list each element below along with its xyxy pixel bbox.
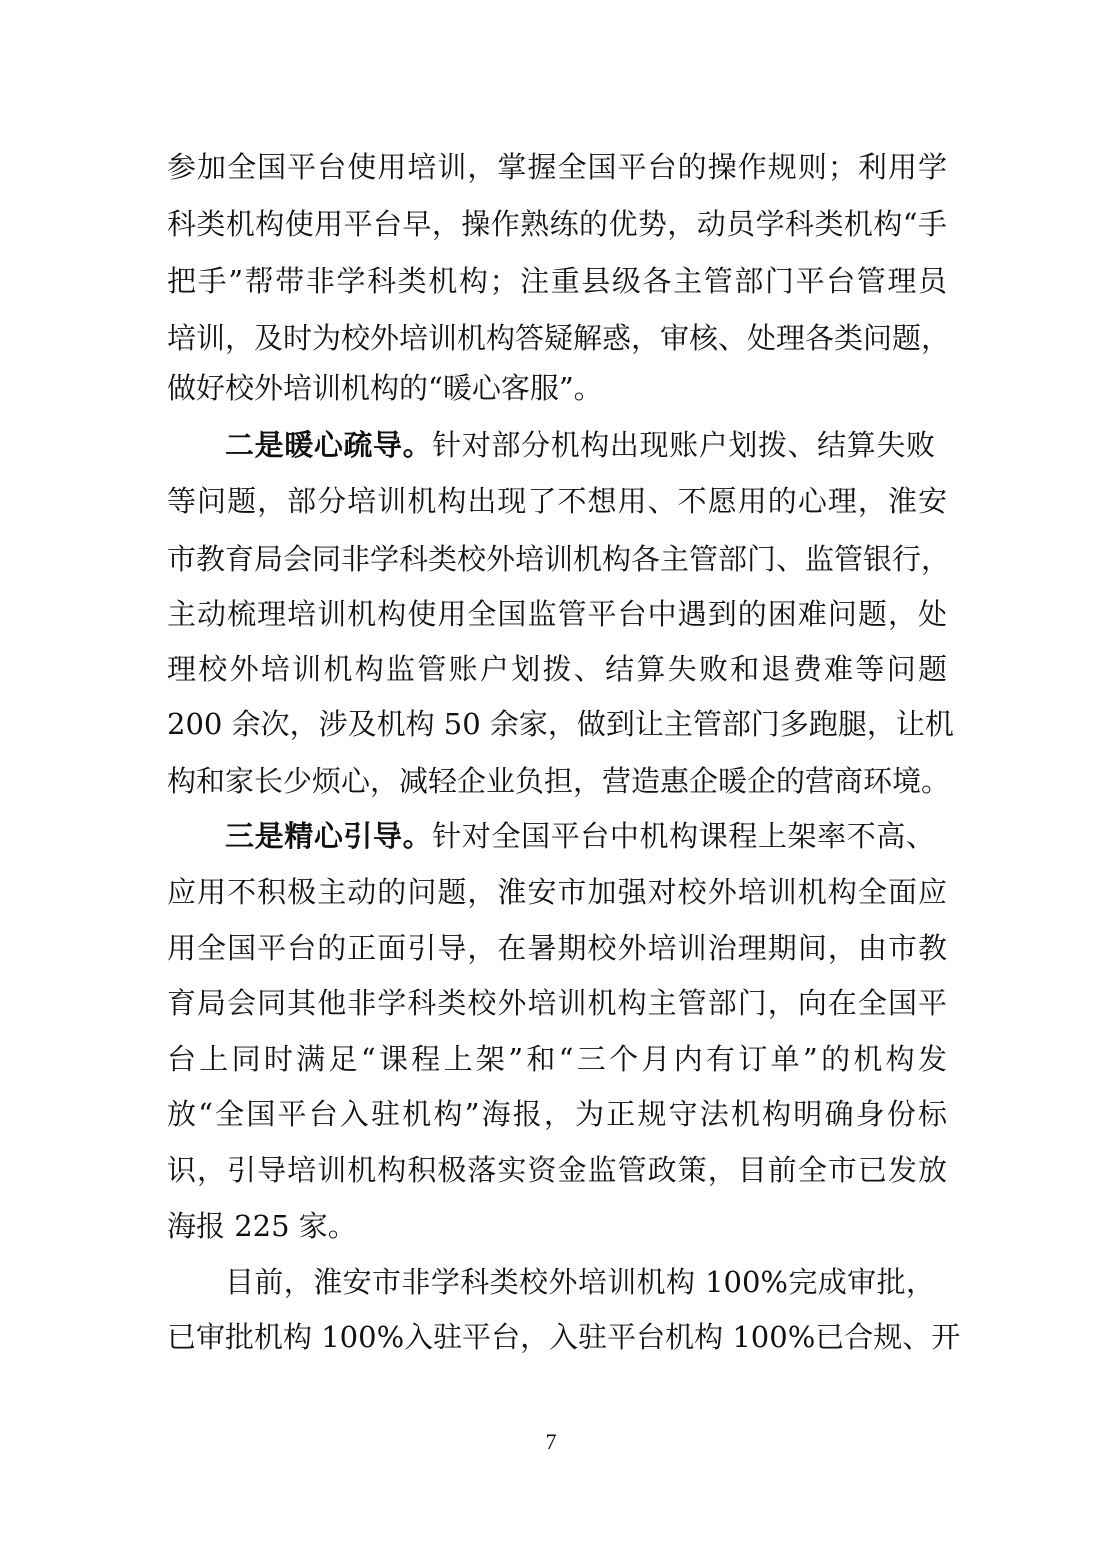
paragraph-text: 针对全国平台中机构课程上架率不高、 — [432, 819, 935, 853]
paragraph-lead: 二是暖心疏导。 — [225, 428, 433, 462]
paragraph-first-line: 目前，淮安市非学科类校外培训机构 100%完成审批， — [225, 1265, 935, 1299]
paragraph-line: 构和家长少烦心，减轻企业负担，营造惠企暖企的营商环境。 — [167, 764, 951, 798]
page-number: 7 — [545, 1429, 557, 1454]
paragraph-line: 台上同时满足“课程上架”和“三个月内有订单”的机构发 — [167, 1042, 947, 1076]
paragraph-first-line — [225, 816, 935, 856]
paragraph-line: 用全国平台的正面引导，在暑期校外培训治理期间，由市教 — [167, 931, 947, 965]
paragraph-first-line — [225, 425, 935, 465]
paragraph-text: 针对部分机构出现账户划拨、结算失败 — [432, 428, 935, 462]
paragraph-line: 识，引导培训机构积极落实资金监管政策，目前全市已发放 — [167, 1153, 947, 1187]
paragraph-line: 把手”帮带非学科类机构；注重县级各主管部门平台管理员 — [167, 264, 947, 298]
paragraph-line: 海报 225 家。 — [167, 1209, 357, 1243]
paragraph-line: 理校外培训机构监管账户划拨、结算失败和退费难等问题 — [167, 652, 947, 686]
paragraph-line: 科类机构使用平台早，操作熟练的优势，动员学科类机构“手 — [167, 207, 947, 241]
paragraph-line: 主动梳理培训机构使用全国监管平台中遇到的困难问题，处 — [167, 597, 947, 631]
paragraph-lead: 三是精心引导。 — [225, 819, 433, 853]
paragraph-line: 应用不积极主动的问题，淮安市加强对校外培训机构全面应 — [167, 875, 947, 909]
paragraph-line: 放“全国平台入驻机构”海报，为正规守法机构明确身份标 — [167, 1097, 947, 1131]
paragraph-line: 培训，及时为校外培训机构答疑解惑，审核、处理各类问题， — [167, 321, 951, 355]
paragraph-line: 市教育局会同非学科类校外培训机构各主管部门、监管银行， — [167, 542, 951, 576]
paragraph-line: 育局会同其他非学科类校外培训机构主管部门，向在全国平 — [167, 986, 947, 1020]
paragraph-line: 200 余次，涉及机构 50 余家，做到让主管部门多跑腿，让机 — [167, 707, 954, 741]
paragraph-line: 参加全国平台使用培训，掌握全国平台的操作规则；利用学 — [167, 150, 947, 184]
paragraph-line: 做好校外培训机构的“暖心客服”。 — [167, 371, 603, 405]
paragraph-line: 等问题，部分培训机构出现了不想用、不愿用的心理，淮安 — [167, 484, 947, 518]
paragraph-line: 已审批机构 100%入驻平台，入驻平台机构 100%已合规、开 — [167, 1320, 961, 1354]
